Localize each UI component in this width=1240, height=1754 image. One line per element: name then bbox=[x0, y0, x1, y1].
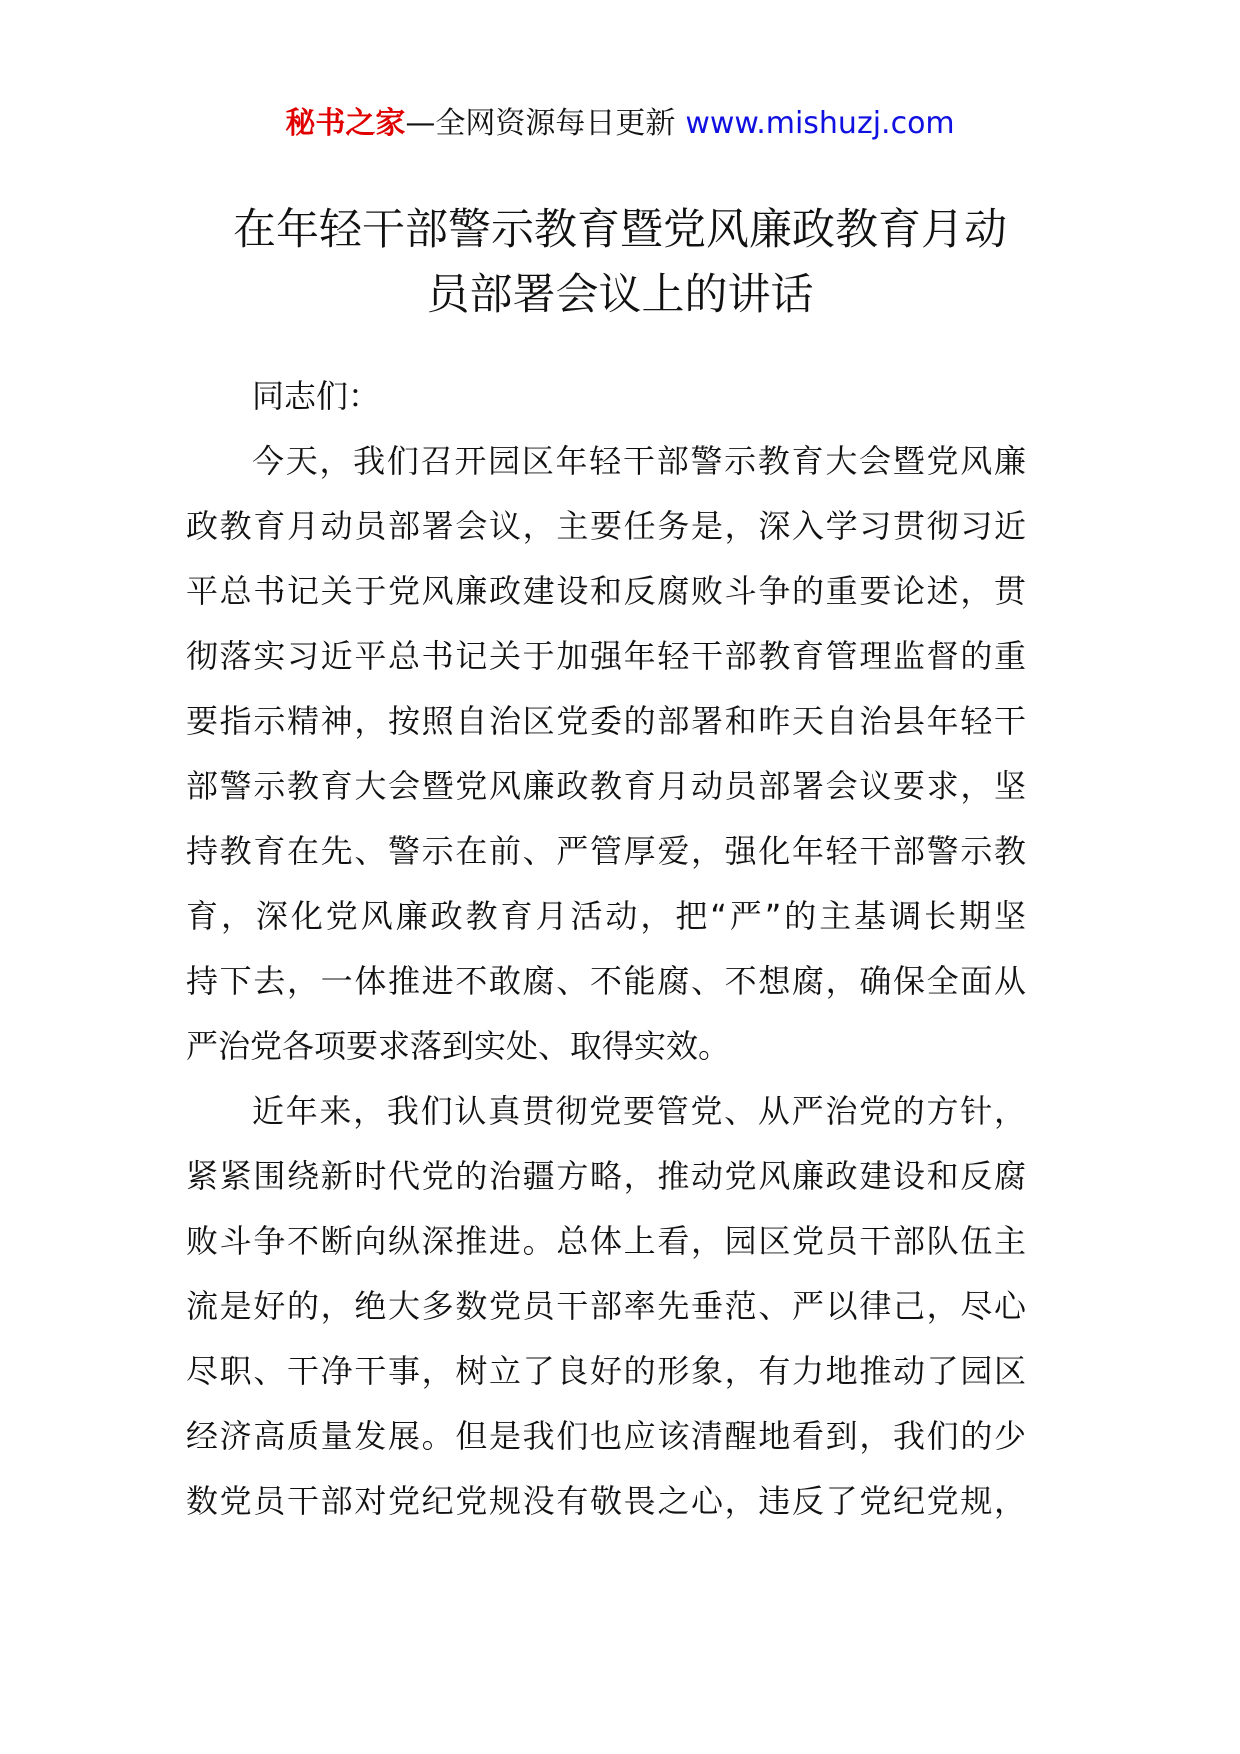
title-line: 在年轻干部警示教育暨党风廉政教育月动 bbox=[233, 205, 1007, 255]
paragraph-2-line: 败斗争不断向纵深推进。总体上看，园区党员干部队伍主 bbox=[186, 1222, 1026, 1260]
paragraph-1-line: 今天，我们召开园区年轻干部警示教育大会暨党风廉 bbox=[252, 442, 1026, 480]
paragraph-1-line: 平总书记关于党风廉政建设和反腐败斗争的重要论述，贯 bbox=[186, 572, 1026, 610]
paragraph-1-line: 要指示精神，按照自治区党委的部署和昨天自治县年轻干 bbox=[186, 702, 1026, 740]
title-line: 员部署会议上的讲话 bbox=[426, 270, 814, 320]
site-header bbox=[0, 100, 1240, 148]
paragraph-2-line: 数党员干部对党纪党规没有敬畏之心，违反了党纪党规， bbox=[186, 1482, 1026, 1520]
paragraph-1-line: 严治党各项要求落到实处、取得实效。 bbox=[186, 1027, 731, 1065]
paragraph-1-line: 持教育在先、警示在前、严管厚爱，强化年轻干部警示教 bbox=[186, 832, 1026, 870]
paragraph-1-line: 持下去，一体推进不敢腐、不能腐、不想腐，确保全面从 bbox=[186, 962, 1026, 1000]
paragraph-2-line: 尽职、干净干事，树立了良好的形象，有力地推动了园区 bbox=[186, 1352, 1026, 1390]
paragraph-2-line: 紧紧围绕新时代党的治疆方略，推动党风廉政建设和反腐 bbox=[186, 1157, 1026, 1195]
header-slogan: —全网资源每日更新 bbox=[405, 106, 676, 141]
brand-name: 秘书之家 bbox=[285, 106, 406, 141]
paragraph-2-line: 经济高质量发展。但是我们也应该清醒地看到，我们的少 bbox=[186, 1417, 1026, 1455]
document-body bbox=[186, 364, 1026, 1534]
paragraph-1-line: 育，深化党风廉政教育月活动，把“严”的主基调长期坚 bbox=[186, 897, 1026, 935]
document-title bbox=[150, 198, 1090, 328]
salutation: 同志们： bbox=[252, 377, 381, 415]
header-url: www.mishuzj.com bbox=[685, 106, 955, 141]
paragraph-1-line: 部警示教育大会暨党风廉政教育月动员部署会议要求，坚 bbox=[186, 767, 1026, 805]
paragraph-1-line: 彻落实习近平总书记关于加强年轻干部教育管理监督的重 bbox=[186, 637, 1026, 675]
paragraph-1-line: 政教育月动员部署会议，主要任务是，深入学习贯彻习近 bbox=[186, 507, 1026, 545]
paragraph-2-line: 近年来，我们认真贯彻党要管党、从严治党的方针， bbox=[252, 1092, 1026, 1130]
paragraph-2-line: 流是好的，绝大多数党员干部率先垂范、严以律己，尽心 bbox=[186, 1287, 1026, 1325]
